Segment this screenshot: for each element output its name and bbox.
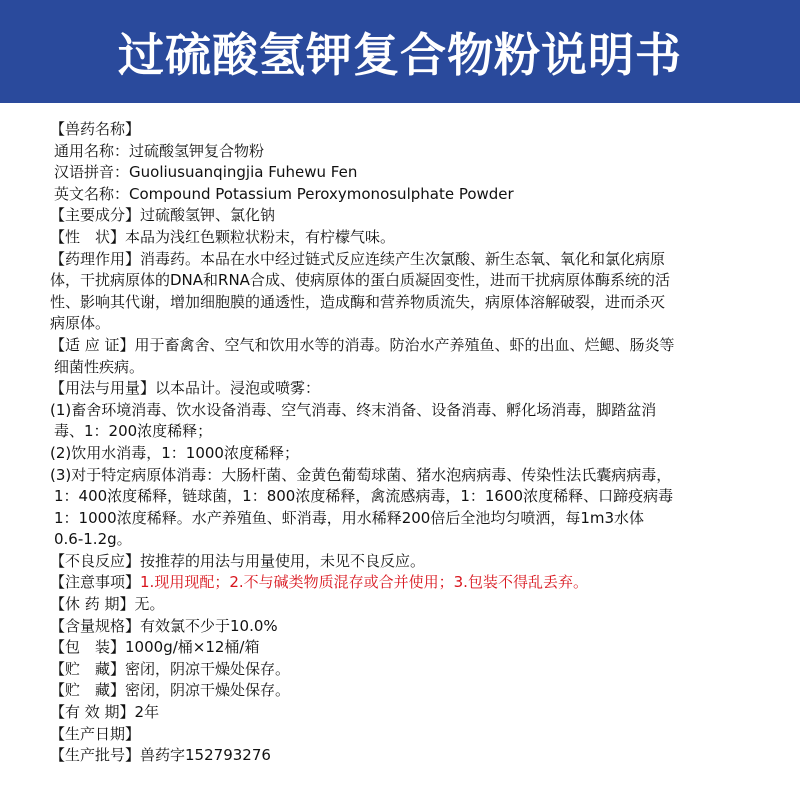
section-label: 【用法与用量】 [50,379,156,398]
field-label: 汉语拼音： [54,163,130,182]
section-label: 【含量规格】 [50,616,141,635]
section-value: 无。 [134,595,165,614]
section-vet-name [50,119,790,141]
section-ingredients [50,205,790,227]
section-text-line: 用于畜禽舍、空气和饮用水等的消毒。防治水产养殖鱼、虾的出血、烂鳃、肠炎等 [134,335,675,354]
document-title: 过硫酸氢钾复合物粉说明书 [118,27,682,82]
section-label: 【主要成分】 [50,206,141,225]
usage-line: 1：400浓度稀释，链球菌，1：800浓度稀释，禽流感病毒，1：1600浓度稀释、口蹄疫病毒 [54,487,674,506]
section-text-line: 细菌性疾病。 [54,357,145,376]
section-value: 本品为浅红色颗粒状粉末，有柠檬气味。 [125,227,396,246]
section-label: 【适 应 证】 [50,335,135,354]
field-english-name [50,184,790,206]
field-pinyin [50,162,790,184]
section-packaging [50,637,790,659]
section-text-line: 体，干扰病原体的DNA和RNA合成、使病原体的蛋白质凝固变性，进而干扰病原体酶系统的活 [50,271,670,290]
usage-line: (1)畜舍环境消毒、饮水设备消毒、空气消毒、终末消备、设备消毒、孵化场消毒，脚踏盆消 [50,400,657,419]
section-validity [50,702,790,724]
section-label: 【有 效 期】 [50,703,135,722]
section-value: 密闭，阴凉干燥处保存。 [125,681,291,700]
warning-text: 1.现用现配；2.不与碱类物质混存或合并使用；3.包装不得乱丢弃。 [140,573,588,592]
section-label: 【生产批号】 [50,746,141,765]
section-adverse-reactions [50,551,790,573]
section-content-spec [50,616,790,638]
usage-line: 1：1000浓度稀释。水产养殖鱼、虾消毒，用水稀释200倍后全池均匀喷洒，每1m3水体 [54,508,645,527]
section-label: 【贮 藏】 [50,659,126,678]
field-value: Compound Potassium Peroxymonosulphate Powder [129,184,514,203]
section-label: 【休 药 期】 [50,595,135,614]
section-withdrawal-period [50,594,790,616]
section-value: 过硫酸氢钾、氯化钠 [140,206,276,225]
section-label: 【注意事项】 [50,573,141,592]
section-value: 密闭，阴凉干燥处保存。 [125,659,291,678]
section-usage [50,378,790,551]
section-value: 有效氯不少于10.0% [140,616,278,635]
usage-line: (3)对于特定病原体消毒：大肠杆菌、金黄色葡萄球菌、猪水泡病病毒、传染性法氏囊病病毒， [50,465,672,484]
section-label: 【生产日期】 [50,724,141,743]
section-indications [50,335,790,378]
field-label: 英文名称： [54,184,130,203]
section-pharmacology [50,249,790,335]
field-value: 过硫酸氢钾复合物粉 [129,141,265,160]
section-value: 按推荐的用法与用量使用，未见不良反应。 [140,551,426,570]
section-storage [50,659,790,681]
section-properties [50,227,790,249]
field-common-name [50,141,790,163]
section-intro: 以本品计。浸泡或喷雾： [155,379,321,398]
section-label: 【贮 藏】 [50,681,126,700]
title-banner [0,0,800,103]
section-text-line: 病原体。 [50,314,111,333]
section-value: 1000g/桶×12桶/箱 [125,638,260,657]
usage-line: 0.6-1.2g。 [54,530,132,549]
section-label: 【兽药名称】 [50,120,141,138]
section-text-line: 消毒药。本品在水中经过链式反应连续产生次氯酸、新生态氧、氧化和氯化病原 [140,249,666,268]
section-label: 【药理作用】 [50,249,141,268]
section-label: 【不良反应】 [50,551,141,570]
field-label: 通用名称： [54,141,130,160]
section-batch-number [50,745,790,767]
section-precautions [50,572,790,594]
section-label: 【包 装】 [50,638,126,657]
section-value: 2年 [134,703,160,722]
field-value: Guoliusuanqingjia Fuhewu Fen [129,163,358,182]
usage-line: (2)饮用水消毒，1：1000浓度稀释； [50,443,299,462]
section-label: 【性 状】 [50,227,126,246]
usage-line: 毒、1：200浓度稀释； [54,422,213,441]
section-text-line: 性、影响其代谢，增加细胞膜的通透性，造成酶和营养物质流失，病原体溶解破裂，进而杀灭 [50,292,666,311]
instruction-body [50,119,790,767]
section-storage-duplicate [50,680,790,702]
section-production-date [50,724,790,746]
section-value: 兽药字152793276 [140,746,271,765]
